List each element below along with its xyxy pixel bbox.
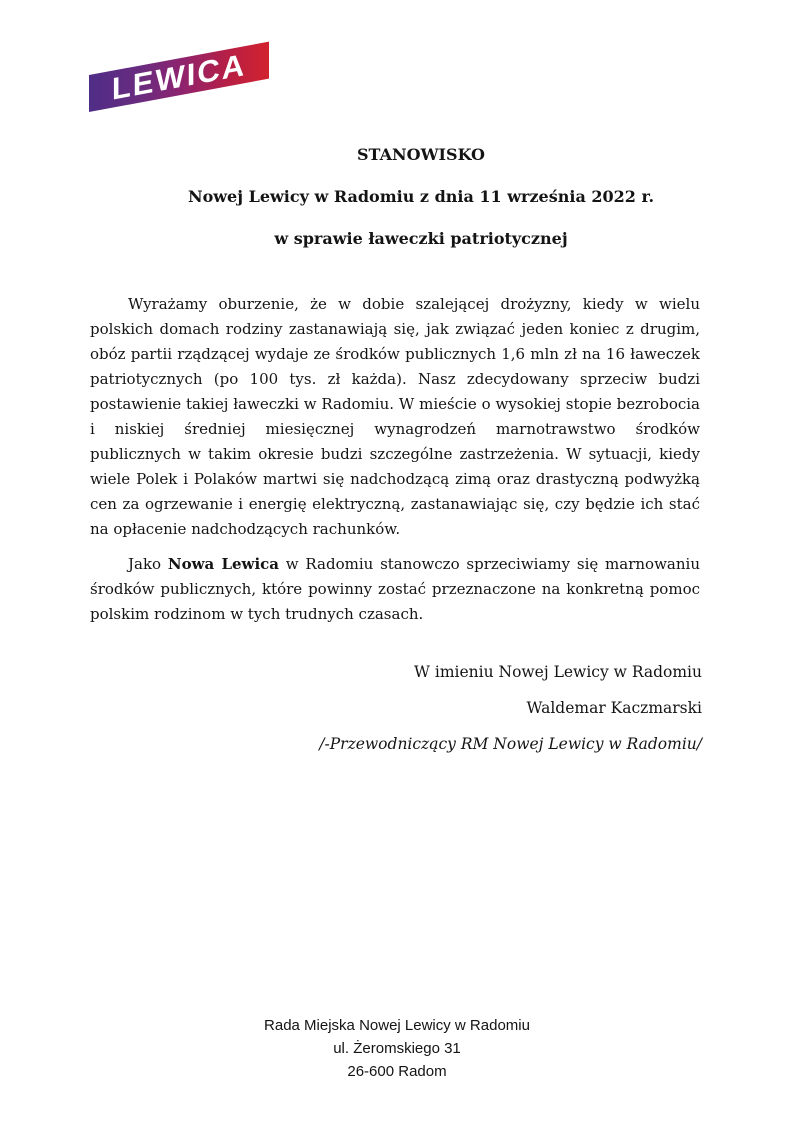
signature-role: /-Przewodniczący RM Nowej Lewicy w Radomiu/ xyxy=(319,735,702,753)
paragraph-2-rest: w Radomiu stanowczo sprzeciwiamy się marnowaniu środków publicznych, które powinny zostać przeznaczone na konkretną pomoc polskim rodzinom w tych trudnych czasach. xyxy=(90,555,700,623)
lewica-logo-text: LEWICA xyxy=(111,46,247,107)
paragraph-2-prefix: Jako xyxy=(128,555,168,573)
lewica-logo xyxy=(89,42,269,112)
document-subject: w sprawie ławeczki patriotycznej xyxy=(274,229,568,248)
body-paragraph-1: Wyrażamy oburzenie, że w dobie szalejącej drożyzny, kiedy w wielu polskich domach rodziny zastanawiają się, jak związać jeden koniec z drugim, obóz partii rządzącej wydaje ze środków publicznych 1,6 mln zł na 16 ławeczek patriotycznych (po 100 tys. zł każda). Nasz zdecydowany sprzeciw budzi postawienie takiej ławeczki w Radomiu. W mieście o wysokiej stopie bezrobocia i niskiej średniej miesięcznej wynagrodzeń marnotrawstwo środków publicznych w takim okresie budzi szczególne zastrzeżenia. W sytuacji, kiedy wiele Polek i Polaków martwi się nadchodzącą zimą oraz drastyczną podwyżką cen za ogrzewanie i energię elektryczną, zastanawiając się, czy będzie ich stać na opłacenie nadchodzących rachunków. xyxy=(90,295,700,538)
document-footer xyxy=(0,1014,794,1083)
signature-name: Waldemar Kaczmarski xyxy=(526,699,702,717)
footer-organization: Rada Miejska Nowej Lewicy w Radomiu xyxy=(264,1017,530,1034)
paragraph-2-emphasis: Nowa Lewica xyxy=(167,555,279,573)
signature-block xyxy=(90,662,702,770)
signature-on-behalf: W imieniu Nowej Lewicy w Radomiu xyxy=(414,663,702,681)
footer-street: ul. Żeromskiego 31 xyxy=(333,1040,461,1057)
body-paragraph-2 xyxy=(90,552,700,627)
document-title: STANOWISKO xyxy=(357,145,485,164)
document-header xyxy=(48,146,794,272)
document-subtitle: Nowej Lewicy w Radomiu z dnia 11 września 2022 r. xyxy=(187,187,655,206)
document-body xyxy=(90,292,700,637)
footer-city: 26-600 Radom xyxy=(347,1063,447,1080)
